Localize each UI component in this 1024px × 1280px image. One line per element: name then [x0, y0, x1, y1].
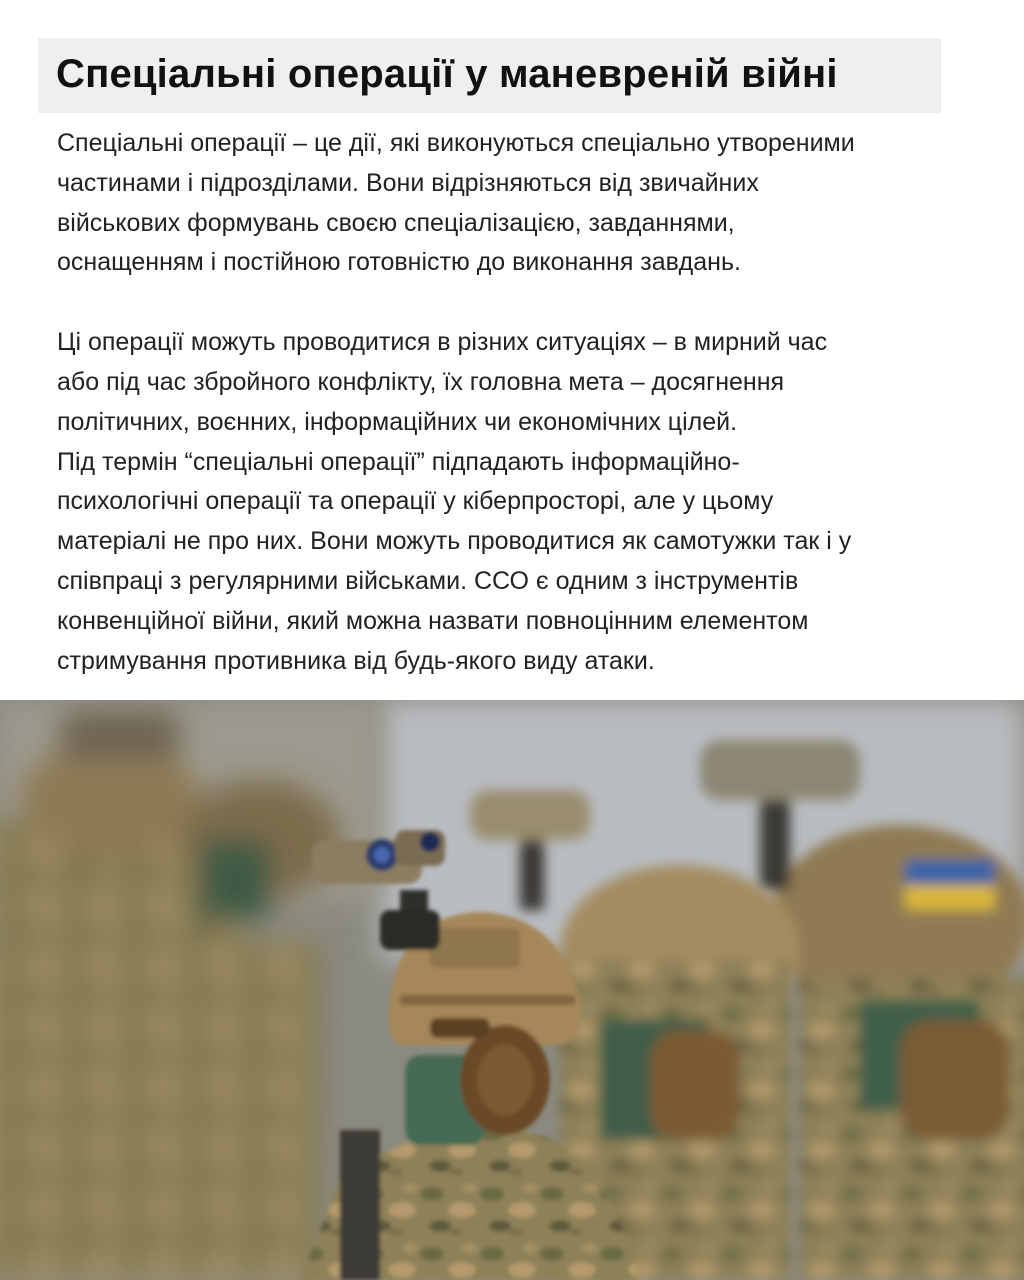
title-banner — [38, 38, 941, 113]
paragraph-intro: Спеціальні операції – це дії, які виконуються спеціально утвореними частинами і підрозділами. Вони відрізняються від звичайних військових формувань своєю спеціалізацією, завданнями, оснащенням і постійною готовністю до виконання завдань. — [57, 129, 855, 277]
soldiers-illustration — [0, 700, 1024, 1280]
page-title: Спеціальні операції у маневреній війні — [56, 52, 838, 96]
soldiers-photo — [0, 700, 1024, 1280]
paragraph-details: Ці операції можуть проводитися в різних ситуаціях – в мирний час або під час збройного конфлікту, їх головна мета – досягнення політичних, воєнних, інформаційних чи економічних цілей. Під термін “спеціальні операції” підпадають інформаційно- психологічні операції та операції у кіберпросторі, але у цьому матеріалі не про них. Вони можуть проводитися як самотужки так і у співпраці з регулярними військами. ССО є одним з інструментів конвенційної війни, який можна назвати повноцінним елементом стримування противника від будь-якого виду атаки. — [57, 328, 852, 675]
article-body — [57, 124, 997, 681]
paragraph-spacer — [57, 283, 997, 323]
